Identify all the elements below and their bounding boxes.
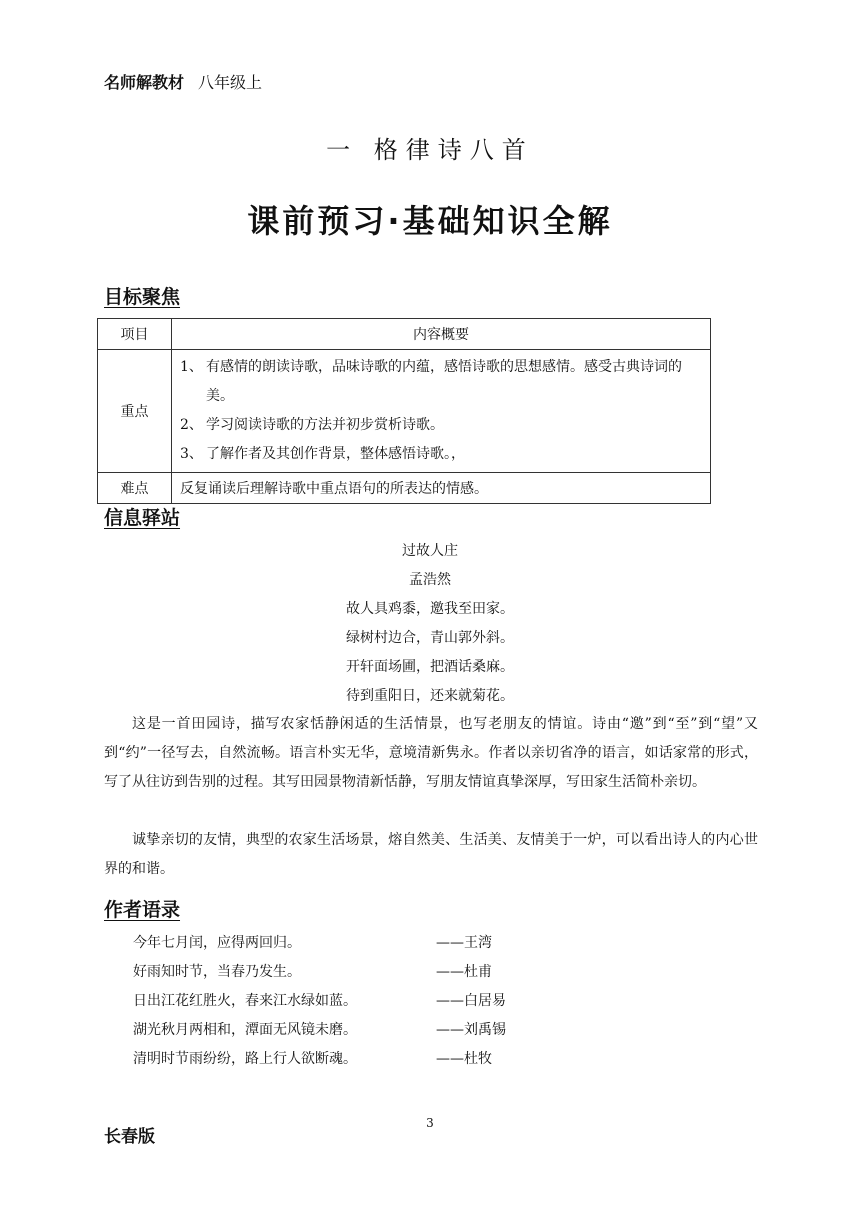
edition-footer: 长春版 [104,1127,155,1147]
poem-title: 过故人庄 [402,543,458,559]
section-heading-quotes: 作者语录 [104,899,181,921]
table-header-row [98,319,711,350]
quote-text: 清明时节雨纷纷，路上行人欲断魂。 [133,1051,357,1067]
quote-text: 好雨知时节，当春乃发生。 [133,964,301,980]
table-row [98,473,711,504]
poem-author: 孟浩然 [409,572,451,588]
quote-text: 今年七月闰，应得两回归。 [133,935,301,951]
poem-line: 待到重阳日，还来就菊花。 [346,688,514,704]
item-number: 1、 [180,359,203,375]
quote-author: ——杜甫 [436,964,492,980]
poem-line: 绿树村边合，青山郭外斜。 [346,630,514,646]
list-item [180,353,704,411]
section-heading-info: 信息驿站 [104,507,181,529]
page-subtitle: 课前预习·基础知识全解 [247,202,613,240]
section-heading-goals: 目标聚焦 [104,286,181,308]
list-item [180,440,704,469]
page-number: 3 [426,1116,434,1130]
poem-line: 开轩面场圃，把酒话桑麻。 [346,659,514,675]
analysis-paragraph: 这是一首田园诗，描写农家恬静闲适的生活情景，也写老朋友的情谊。诗由“邀”到“至”到“望”又到“约”一径写去，自然流畅。语言朴实无华，意境清新隽永。作者以亲切省净的语言，如话家常的形式，写了从往访到告别的过程。其写田园景物清新恬静，写朋友情谊真挚深厚，写田家生活简朴亲切。 [104,716,758,790]
list-item [180,411,704,440]
item-number: 3、 [180,446,203,462]
chapter-title: 一 格律诗八首 [326,136,534,164]
quote-text: 日出江花红胜火，春来江水绿如蓝。 [133,993,357,1009]
grade-label: 八年级上 [198,73,263,92]
difficulty-text: 反复诵读后理解诗歌中重点语句的所表达的情感。 [172,473,711,504]
quote-author: ——王湾 [436,935,492,951]
page-header [104,70,262,93]
key-points-label: 重点 [98,350,172,473]
quote-author: ——杜牧 [436,1051,492,1067]
table-header-cell: 内容概要 [172,319,711,350]
quote-text: 湖光秋月两相和，潭面无风镜未磨。 [133,1022,357,1038]
book-title: 名师解教材 [104,73,185,92]
item-text: 了解作者及其创作背景，整体感悟诗歌。， [206,446,465,462]
difficulty-label: 难点 [98,473,172,504]
table-row [98,350,711,473]
poem-line: 故人具鸡黍，邀我至田家。 [346,601,514,617]
analysis-paragraph: 诚挚亲切的友情，典型的农家生活场景，熔自然美、生活美、友情美于一炉，可以看出诗人的内心世界的和谐。 [104,832,758,877]
quote-author: ——白居易 [436,993,506,1009]
item-number: 2、 [180,417,203,433]
item-text: 有感情的朗读诗歌，品味诗歌的内蕴，感悟诗歌的思想感情。感受古典诗词的美。 [206,359,682,404]
table-header-cell: 项目 [98,319,172,350]
quote-author: ——刘禹锡 [436,1022,506,1038]
goals-table [97,318,711,504]
key-points-cell [172,350,711,473]
item-text: 学习阅读诗歌的方法并初步赏析诗歌。 [206,417,444,433]
